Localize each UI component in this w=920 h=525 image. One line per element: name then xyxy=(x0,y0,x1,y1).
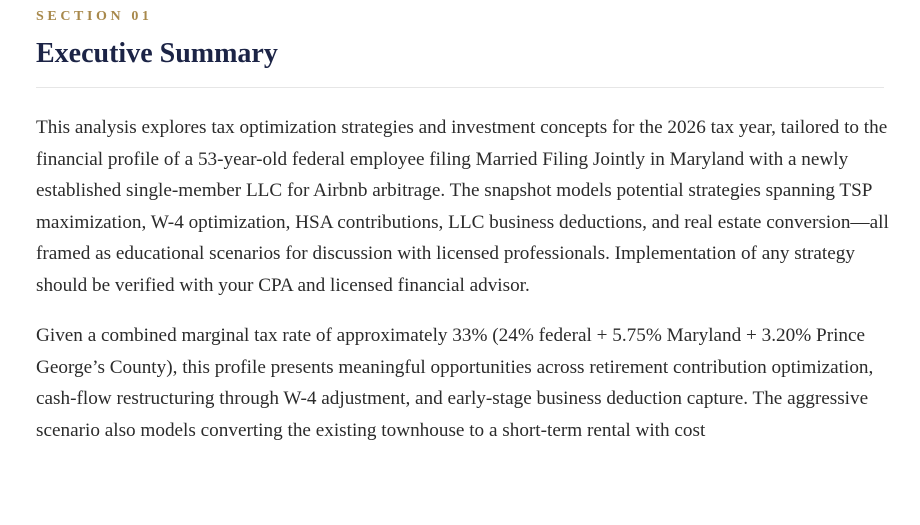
summary-paragraph-2: Given a combined marginal tax rate of approximately 33% (24% federal + 5.75% Maryland + 3.20% Prince George’s County), this profile presents meaningful opportunities across retirement contribution optimization, cash-flow restructuring through W-4 adjustment, and early-stage business deduction capture. The aggressive scenario also models converting the existing townhouse to a short-term rental with cost xyxy=(36,325,874,441)
section-divider xyxy=(36,87,884,88)
summary-paragraph-1: This analysis explores tax optimization strategies and investment concepts for the 2026 tax year, tailored to the financial profile of a 53-year-old federal employee filing Married Filing Jointly in Maryland with a newly established single-member LLC for Airbnb arbitrage. The snapshot models potential strategies spanning TSP maximization, W-4 optimization, HSA contributions, LLC business deductions, and real estate conversion—all framed as educational scenarios for discussion with licensed professionals. Implementation of any strategy should be verified with your CPA and licensed financial advisor. xyxy=(36,117,889,296)
section-eyebrow: SECTION 01 xyxy=(36,9,153,24)
section-title: Executive Summary xyxy=(36,38,278,69)
